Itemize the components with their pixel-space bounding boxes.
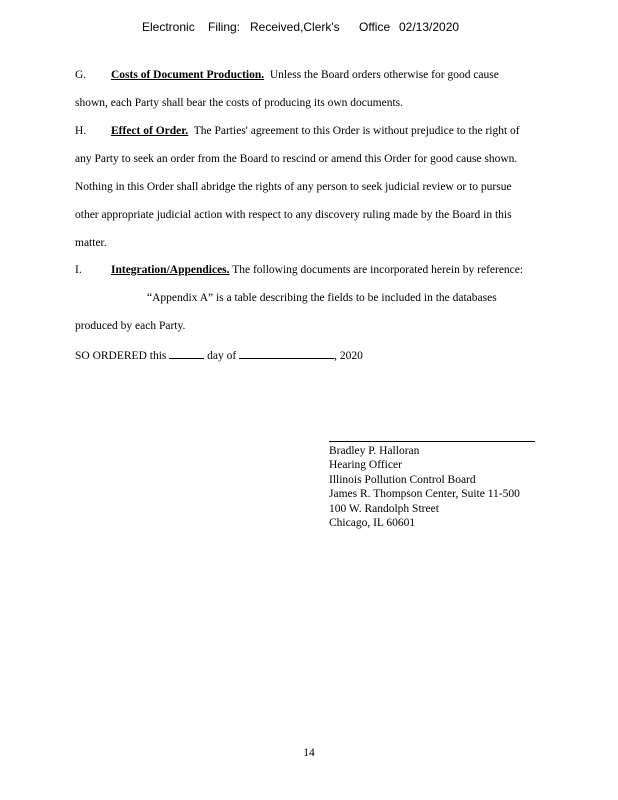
so-ordered-year: , 2020 [334,350,363,362]
section-g-text-line2: shown, each Party shall bear the costs of producing its own documents. [75,97,404,109]
signatory-address-line2: 100 W. Randolph Street [329,502,439,515]
section-g-letter: G. [75,69,87,81]
page-number: 14 [303,747,315,759]
stamp-word-filing: Filing: [208,20,241,34]
section-i-heading: Integration/Appendices. [111,264,230,276]
section-h-heading: Effect of Order. [111,125,189,137]
signatory-city: Chicago, IL 60601 [329,517,416,530]
section-i-text-line3: produced by each Party. [75,320,186,332]
day-blank [169,348,204,359]
signature-line [329,441,535,442]
signature-block [329,444,520,530]
month-blank [239,348,334,359]
stamp-word-office: Office [359,20,391,34]
section-h-text-line3: Nothing in this Order shall abridge the rights of any person to seek judicial review or to pursue [75,181,512,193]
stamp-word-electronic: Electronic [142,20,195,34]
section-g-text-line1: Unless the Board orders otherwise for good cause [269,69,499,81]
section-i-text-line1: The following documents are incorporated herein by reference: [232,264,524,276]
signatory-name: Bradley P. Halloran [329,445,420,457]
so-ordered-prefix: SO ORDERED this [75,350,167,362]
so-ordered-line [75,348,363,362]
section-h-text-line2: any Party to seek an order from the Board to rescind or amend this Order for good cause shown. [75,153,518,165]
section-h-text-line4: other appropriate judicial action with respect to any discovery ruling made by the Board in this [75,209,512,221]
signatory-title: Hearing Officer [329,459,402,472]
so-ordered-middle: day of [207,350,237,362]
section-h-letter: H. [75,125,87,137]
section-i-letter: I. [75,264,82,276]
stamp-date: 02/13/2020 [399,20,460,34]
section-h-text-line1: The Parties' agreement to this Order is without prejudice to the right of [193,125,520,137]
section-g-heading: Costs of Document Production. [111,69,265,81]
section-i-text-line2: “Appendix A” is a table describing the fields to be included in the databases [147,292,497,304]
section-h-text-line5: matter. [75,237,107,249]
section-i-first-line [111,264,523,276]
signatory-address-line1: James R. Thompson Center, Suite 11-500 [329,488,520,501]
stamp-word-received: Received,Clerk's [250,20,340,34]
section-g-first-line [111,69,499,81]
section-h-first-line [111,125,520,137]
signatory-organization: Illinois Pollution Control Board [329,473,476,486]
